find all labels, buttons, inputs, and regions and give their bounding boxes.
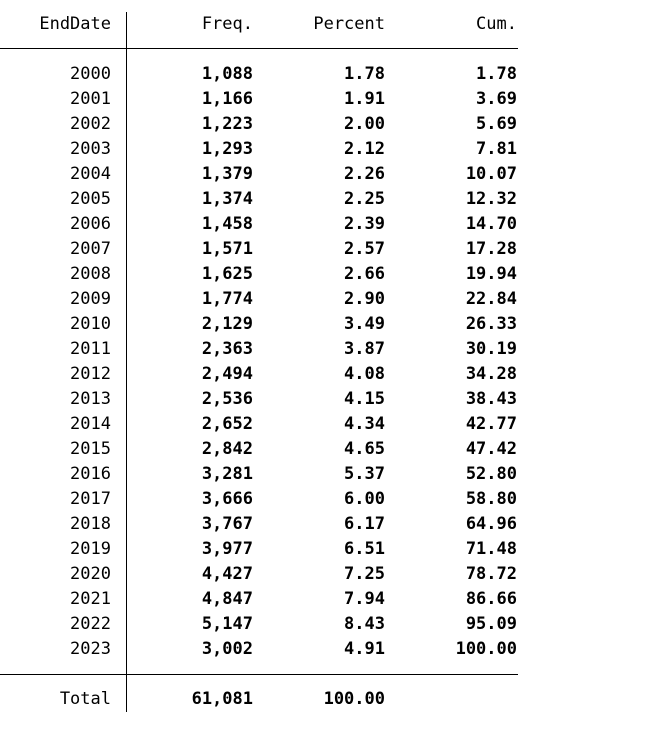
row-percent: 4.15	[344, 389, 385, 409]
row-freq: 1,625	[201, 264, 253, 284]
row-cum: 86.66	[465, 589, 517, 609]
row-year: 2004	[70, 164, 111, 184]
row-cum: 58.80	[465, 489, 517, 509]
row-year: 2016	[70, 464, 111, 484]
row-percent: 6.00	[344, 489, 385, 509]
row-freq: 1,374	[201, 189, 253, 209]
row-percent: 3.49	[344, 314, 385, 334]
header-cum: Cum.	[476, 14, 517, 34]
row-percent: 4.34	[344, 414, 385, 434]
row-percent: 7.94	[344, 589, 385, 609]
header-percent: Percent	[313, 14, 385, 34]
row-percent: 6.51	[344, 539, 385, 559]
row-percent: 1.78	[344, 64, 385, 84]
row-year: 2006	[70, 214, 111, 234]
row-year: 2001	[70, 89, 111, 109]
row-freq: 4,427	[201, 564, 253, 584]
row-cum: 7.81	[476, 139, 517, 159]
row-year: 2011	[70, 339, 111, 359]
row-percent: 1.91	[344, 89, 385, 109]
row-freq: 3,002	[201, 639, 253, 659]
row-percent: 4.91	[344, 639, 385, 659]
row-cum: 42.77	[465, 414, 517, 434]
row-freq: 3,281	[201, 464, 253, 484]
row-percent: 2.12	[344, 139, 385, 159]
row-cum: 78.72	[465, 564, 517, 584]
row-percent: 5.37	[344, 464, 385, 484]
row-cum: 10.07	[465, 164, 517, 184]
row-freq: 3,977	[201, 539, 253, 559]
row-year: 2009	[70, 289, 111, 309]
row-percent: 4.08	[344, 364, 385, 384]
row-freq: 1,571	[201, 239, 253, 259]
row-year: 2022	[70, 614, 111, 634]
row-cum: 100.00	[455, 639, 517, 659]
row-cum: 38.43	[465, 389, 517, 409]
row-percent: 6.17	[344, 514, 385, 534]
row-freq: 4,847	[201, 589, 253, 609]
row-freq: 2,129	[201, 314, 253, 334]
row-freq: 1,088	[201, 64, 253, 84]
row-cum: 47.42	[465, 439, 517, 459]
header-separator	[0, 48, 518, 49]
row-year: 2020	[70, 564, 111, 584]
row-freq: 1,293	[201, 139, 253, 159]
row-percent: 2.26	[344, 164, 385, 184]
row-year: 2021	[70, 589, 111, 609]
row-percent: 2.25	[344, 189, 385, 209]
row-year: 2007	[70, 239, 111, 259]
row-freq: 3,666	[201, 489, 253, 509]
row-percent: 4.65	[344, 439, 385, 459]
row-cum: 95.09	[465, 614, 517, 634]
row-year: 2002	[70, 114, 111, 134]
row-cum: 22.84	[465, 289, 517, 309]
row-percent: 3.87	[344, 339, 385, 359]
row-cum: 26.33	[465, 314, 517, 334]
row-year: 2005	[70, 189, 111, 209]
row-freq: 1,223	[201, 114, 253, 134]
row-percent: 2.00	[344, 114, 385, 134]
row-freq: 1,774	[201, 289, 253, 309]
row-cum: 71.48	[465, 539, 517, 559]
row-percent: 7.25	[344, 564, 385, 584]
row-freq: 1,379	[201, 164, 253, 184]
row-cum: 17.28	[465, 239, 517, 259]
row-freq: 1,458	[201, 214, 253, 234]
total-label: Total	[59, 689, 111, 709]
row-percent: 2.66	[344, 264, 385, 284]
row-year: 2010	[70, 314, 111, 334]
row-percent: 2.90	[344, 289, 385, 309]
row-cum: 64.96	[465, 514, 517, 534]
row-freq: 2,536	[201, 389, 253, 409]
row-freq: 2,363	[201, 339, 253, 359]
header-var-label: EndDate	[39, 14, 111, 34]
row-year: 2014	[70, 414, 111, 434]
row-freq: 2,842	[201, 439, 253, 459]
row-freq: 2,652	[201, 414, 253, 434]
row-year: 2013	[70, 389, 111, 409]
row-cum: 1.78	[476, 64, 517, 84]
row-freq: 1,166	[201, 89, 253, 109]
row-freq: 3,767	[201, 514, 253, 534]
row-cum: 34.28	[465, 364, 517, 384]
row-year: 2017	[70, 489, 111, 509]
row-year: 2023	[70, 639, 111, 659]
row-year: 2003	[70, 139, 111, 159]
total-separator	[0, 674, 518, 675]
row-cum: 3.69	[476, 89, 517, 109]
row-percent: 2.57	[344, 239, 385, 259]
total-freq: 61,081	[191, 689, 253, 709]
row-year: 2000	[70, 64, 111, 84]
row-year: 2008	[70, 264, 111, 284]
row-cum: 30.19	[465, 339, 517, 359]
row-freq: 5,147	[201, 614, 253, 634]
row-cum: 52.80	[465, 464, 517, 484]
total-percent: 100.00	[323, 689, 385, 709]
row-percent: 2.39	[344, 214, 385, 234]
row-year: 2019	[70, 539, 111, 559]
row-cum: 19.94	[465, 264, 517, 284]
column-divider	[126, 12, 127, 712]
header-freq: Freq.	[201, 14, 253, 34]
row-cum: 5.69	[476, 114, 517, 134]
row-cum: 14.70	[465, 214, 517, 234]
row-year: 2012	[70, 364, 111, 384]
row-cum: 12.32	[465, 189, 517, 209]
row-year: 2015	[70, 439, 111, 459]
row-year: 2018	[70, 514, 111, 534]
row-percent: 8.43	[344, 614, 385, 634]
row-freq: 2,494	[201, 364, 253, 384]
